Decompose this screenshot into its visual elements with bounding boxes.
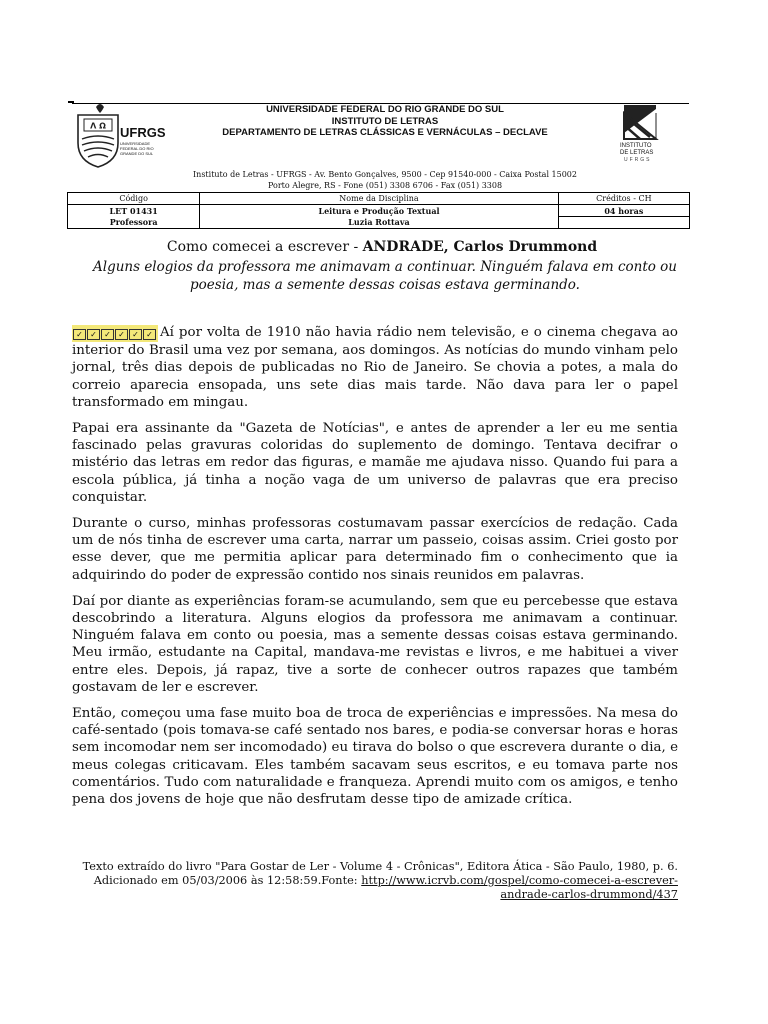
instituto-letras-logo-sub: UFRGS bbox=[624, 157, 652, 163]
course-credits: 04 horas bbox=[558, 205, 689, 217]
text-subtitle: Alguns elogios da professora me animavam a continuar. Ninguém falava em conto ou poesia, mas a semente dessas coisas estava germinando. bbox=[93, 259, 677, 293]
title-prefix: Como comecei a escrever - bbox=[166, 239, 363, 255]
institute-name: INSTITUTO DE LETRAS bbox=[331, 115, 439, 127]
check-mark-icon: ✓ bbox=[73, 329, 86, 340]
source-line: Texto extraído do livro "Para Gostar de Ler - Volume 4 - Crônicas", Editora Ática - São Paulo, 1980, p. 6. bbox=[82, 860, 678, 873]
header-institution bbox=[150, 104, 620, 139]
added-line bbox=[72, 874, 678, 902]
title-author: ANDRADE, Carlos Drummond bbox=[362, 239, 598, 255]
professor-row-empty-cell bbox=[558, 217, 689, 229]
text-title bbox=[72, 239, 692, 256]
course-name: Leitura e Produção Textual bbox=[200, 205, 558, 217]
check-mark-icon: ✓ bbox=[101, 329, 114, 340]
course-info-table bbox=[67, 192, 690, 229]
col-name-header: Nome da Disciplina bbox=[200, 193, 558, 205]
highlight-marks bbox=[72, 325, 158, 342]
paragraph-3: Durante o curso, minhas professoras costumavam passar exercícios de redação. Cada um de nós tinha de escrever uma carta, narrar um passeio, coisas assim. Criei gosto por esse dever, que me permitia aplicar para determinado fim o conhecimento que ia adquirindo do poder de expressão contido nos sinais reunidos em palavras. bbox=[72, 516, 678, 583]
article-body bbox=[72, 324, 678, 817]
course-table-professor-row bbox=[68, 217, 690, 229]
professor-label: Professora bbox=[68, 217, 200, 229]
address-line-2: Porto Alegre, RS - Fone (051) 3308 6706 - Fax (051) 3308 bbox=[267, 181, 503, 190]
instituto-letras-emblem-icon bbox=[620, 103, 660, 143]
instituto-letras-logo bbox=[620, 103, 660, 167]
address-line-1: Instituto de Letras - UFRGS - Av. Bento Gonçalves, 9500 - Cep 91540-000 - Caixa Postal 15002 bbox=[193, 170, 577, 179]
svg-text:Λ Ω: Λ Ω bbox=[90, 121, 106, 131]
course-code: LET 01431 bbox=[68, 205, 200, 217]
paragraph-1 bbox=[72, 324, 678, 411]
source-link[interactable]: http://www.icrvb.com/gospel/como-comecei-a-escrever-andrade-carlos-drummond/437 bbox=[361, 873, 678, 901]
paragraph-4: Daí por diante as experiências foram-se acumulando, sem que eu percebesse que estava descobrindo a literatura. Alguns elogios da professora me animavam a continuar. Ninguém falava em conto ou poesia, mas a semente dessas coisas estava germinando. Meu irmão, estudante na Capital, mandava-me revistas e livros, e me habituei a viver entre eles. Depois, já rapaz, tive a sorte de conhecer outros rapazes que também gostavam de ler e escrever. bbox=[72, 593, 678, 695]
professor-name: Luzia Rottava bbox=[200, 217, 558, 229]
paragraph-1-text: Aí por volta de 1910 não havia rádio nem televisão, e o cinema chegava ao interior do Brasil uma vez por semana, aos domingos. As notícias do mundo vinham pelo jornal, três dias depois de publicadas no Rio de Janeiro. Se chovia a potes, a mala do correio aparecia ensopada, uns sete dias mais tarde. Não dava para ler o papel transformado em mingau. bbox=[72, 325, 678, 410]
check-mark-icon: ✓ bbox=[115, 329, 128, 340]
department-name: DEPARTAMENTO DE LETRAS CLÁSSICAS E VERNÁCULAS – DECLAVE bbox=[222, 127, 548, 138]
ufrgs-logo-caption: UNIVERSIDADE FEDERAL DO RIO GRANDE DO SUL bbox=[120, 141, 154, 156]
ufrgs-logo-text: UFRGS bbox=[120, 125, 166, 140]
course-table-header-row bbox=[68, 193, 690, 205]
course-table-values-row bbox=[68, 205, 690, 217]
col-code-header: Código bbox=[68, 193, 200, 205]
check-mark-icon: ✓ bbox=[143, 329, 156, 340]
university-name: UNIVERSIDADE FEDERAL DO RIO GRANDE DO SUL bbox=[266, 104, 504, 115]
paragraph-2: Papai era assinante da "Gazeta de Notícias", e antes de aprender a ler eu me sentia fascinado pelas gravuras coloridas do suplemento de domingo. Tentava decifrar o mistério das letras em redor das figuras, e mamãe me ajudava nisso. Quando fui para a escola pública, já tinha a noção vaga de um universo de palavras que era preciso conquistar. bbox=[72, 421, 678, 505]
source-note bbox=[72, 860, 678, 901]
check-mark-icon: ✓ bbox=[129, 329, 142, 340]
col-credits-header: Créditos - CH bbox=[558, 193, 689, 205]
check-mark-icon: ✓ bbox=[87, 329, 100, 340]
paragraph-5: Então, começou uma fase muito boa de troca de experiências e impressões. Na mesa do café-sentado (pois tomava-se café sentado nos bares, e podia-se conversar horas e horas sem incomodar nem ser incomodado) eu tirava do bolso o que escrevera durante o dia, e meus colegas criticavam. Eles também sacavam seus escritos, e eu tomava parte nos comentários. Tudo com naturalidade e franqueza. Aprendi muito com os amigos, e tenho pena dos jovens de hoje que não desfrutam desse tipo de amizade crítica. bbox=[72, 706, 678, 808]
instituto-letras-logo-text: INSTITUTO DE LETRAS bbox=[620, 143, 654, 156]
added-prefix: Adicionado em 05/03/2006 às 12:58:59.Fonte: bbox=[93, 873, 362, 887]
institute-address bbox=[150, 169, 620, 191]
